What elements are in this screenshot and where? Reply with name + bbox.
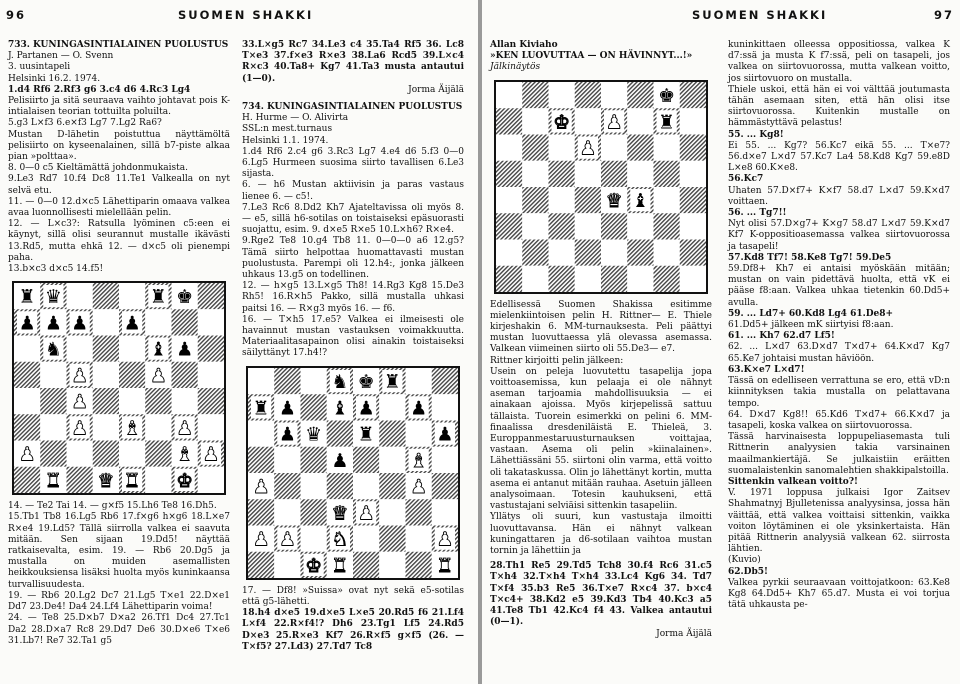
white-bishop-icon: ♝ [176, 443, 194, 466]
square-h8 [432, 368, 458, 394]
article-paragraph: 64. D×d7 Kg8!! 65.Kd6 T×d7+ 66.K×d7 ja tasapeli, koska valkea on siirtovuorossa. [728, 409, 950, 431]
square-g2 [406, 525, 432, 551]
square-f4 [145, 388, 171, 414]
chess-board-svg [496, 82, 706, 292]
square-a3 [496, 213, 522, 239]
black-rook-icon: ♜ [18, 286, 36, 309]
square-a1 [248, 551, 274, 577]
white-queen-icon: ♛ [331, 502, 349, 525]
square-d2 [575, 239, 601, 265]
square-h8 [680, 82, 706, 108]
white-knight-icon: ♞ [331, 528, 349, 551]
moves: 56. ... Tg7!! [728, 208, 787, 219]
white-pawn-icon: ♟ [71, 365, 89, 388]
black-pawn-icon: ♟ [357, 397, 375, 420]
square-c2 [549, 239, 575, 265]
square-c5 [301, 446, 327, 472]
square-d7 [575, 108, 601, 134]
square-a8 [496, 82, 522, 108]
square-d5 [93, 362, 119, 388]
white-king-icon: ♚ [305, 554, 323, 577]
black-bishop-icon: ♝ [149, 338, 167, 361]
square-a7 [496, 108, 522, 134]
annotation: 17. — Df8! »Suissa» ovat nyt sekä e5-sotilas että g5-lähetti. [242, 585, 464, 607]
black-pawn-icon: ♟ [18, 312, 36, 335]
article-paragraph: Tässä harvinaisesta loppupeliasemasta tuli Rittnerin analyysien takia varsinainen maailmankiertäjä. Se julkaistiin eräitten suomalaistenkin sanomalehtien shakkipalstoilla. [728, 432, 950, 476]
white-bishop-icon: ♝ [123, 417, 141, 440]
black-pawn-icon: ♟ [278, 397, 296, 420]
annotation: 7.Le3 Rc6 8.Dd2 Kh7 Ajateltavissa oli myös 8. — e5, sillä h6-sotilas on toistaiseksi epäsuorasti suojattu, esim. 9. d×e5 R×e5 10.L×h6? R×e4. [242, 202, 464, 236]
moves: 24. — Te8 25.D×b7 D×a2 26.Tf1 Dc4 27.Tc1 Da2 28.D×a7 Rc8 29.Dd7 De6 30.D×e6 T×e6 31.Lb7! Re7 32.Ta1 g5 [8, 613, 230, 646]
white-queen-icon: ♛ [97, 470, 115, 493]
article-paragraph: Rittner kirjoitti pelin jälkeen: [490, 355, 624, 366]
square-a8 [248, 368, 274, 394]
article-author: Allan Kiviaho [490, 40, 558, 50]
moves: 13.b×c3 d×c5 14.f5! [8, 264, 104, 275]
square-b4 [40, 388, 66, 414]
white-pawn-icon: ♟ [605, 110, 623, 133]
square-e4 [119, 388, 145, 414]
square-f5 [627, 160, 653, 186]
annotation: 9.Le3 Rd7 10.f4 Dc8 11.Te1 Valkealla on nyt selvä etu. [8, 174, 230, 196]
black-rook-icon: ♜ [357, 423, 375, 446]
square-d3 [575, 213, 601, 239]
square-c3 [549, 213, 575, 239]
white-rook-icon: ♜ [44, 470, 62, 493]
square-e5 [601, 160, 627, 186]
annotation: 11. — 0—0 12.d×c5 Lähettiparin omaava valkea avaa luonnollisesti mielellään pelin. [8, 196, 230, 219]
square-f1 [627, 265, 653, 291]
square-c7 [301, 394, 327, 420]
running-title: SUOMEN SHAKKI [178, 8, 314, 22]
square-b2 [522, 239, 548, 265]
article-title: »KEN LUOVUTTAA — ON HÄVINNYT...!» [490, 51, 693, 62]
square-f6 [379, 420, 405, 446]
square-h3 [198, 415, 224, 441]
black-pawn-icon: ♟ [331, 449, 349, 472]
square-a6 [248, 420, 274, 446]
square-b8 [274, 368, 300, 394]
article-paragraph: Thiele uskoi, että hän ei voi välttää joutumasta tähän asemaan siten, että hän olisi itse siirtovuorossa. Kuitenkin mustalle on hämmästyttävä pelastus! [728, 84, 950, 129]
square-h4 [198, 388, 224, 414]
black-king-icon: ♚ [176, 286, 194, 309]
chess-board-svg [14, 283, 224, 493]
square-d4 [93, 388, 119, 414]
square-d8 [575, 82, 601, 108]
square-b2 [40, 441, 66, 467]
moves: 18.h4 d×e5 19.d×e5 L×e5 20.Rd5 f6 21.Lf4 L×f4 22.R×f4!? Dh6 23.Tg1 Lf5 24.Rd5 D×e3 25.R×e3 Kf7 26.R×f5 g×f5 (26. — T×f5? 27.Ld3) 27.Td7 Tc8 [242, 608, 464, 652]
square-e2 [119, 441, 145, 467]
square-a5 [248, 446, 274, 472]
moves: 61. ... Kh7 62.d7 Lf5! [728, 331, 835, 342]
square-c1 [67, 467, 93, 493]
square-f7 [145, 310, 171, 336]
article-paragraph: Uhaten 57.D×f7+ K×f7 58.d7 L×d7 59.K×d7 voittaen. [728, 185, 950, 207]
square-a1 [496, 265, 522, 291]
article-paragraph: 62. ... L×d7 63.D×d7 T×d7+ 64.K×d7 Kg7 65.Ke7 johtaisi mustan häviöön. [728, 342, 950, 364]
square-e6 [601, 134, 627, 160]
black-rook-icon: ♜ [149, 286, 167, 309]
black-pawn-icon: ♟ [410, 397, 428, 420]
article-paragraph: Nyt olisi 57.D×g7+ K×g7 58.d7 L×d7 59.K×d7 Kf7 K-oppositioasemassa valkea siirtovuorossa ja tasapeli! [728, 219, 950, 252]
left-page [0, 0, 478, 684]
white-bishop-icon: ♝ [410, 449, 428, 472]
square-a6 [496, 134, 522, 160]
chess-diagram [246, 366, 460, 580]
square-f3 [379, 499, 405, 525]
square-a3 [248, 499, 274, 525]
square-h1 [680, 265, 706, 291]
square-h4 [680, 187, 706, 213]
article-paragraph: 59.Df8+ Kh7 ei antaisi myöskään mitään; mustan on vain pidettävä huolta, että vK ei pääse f8:aan. Valkea uhkaa tietenkin 60.Dd5+ avulla. [728, 264, 950, 308]
square-h3 [680, 213, 706, 239]
square-h7 [432, 394, 458, 420]
square-h1 [198, 467, 224, 493]
black-knight-icon: ♞ [331, 370, 349, 393]
square-f6 [627, 134, 653, 160]
square-e2 [601, 239, 627, 265]
square-g1 [654, 265, 680, 291]
square-c1 [549, 265, 575, 291]
article-paragraph: Yllätys oli suuri, kun vastustaja ilmoitti luovuttavansa. Hän ei nähnyt valkean kuningattaren ja d6-sotilaan vaihtoa mustan tornin ja lähettiin ja [490, 512, 712, 557]
square-g2 [654, 239, 680, 265]
square-f3 [145, 415, 171, 441]
square-d3 [93, 415, 119, 441]
white-pawn-icon: ♟ [71, 391, 89, 414]
square-f3 [627, 213, 653, 239]
black-king-icon: ♚ [357, 370, 375, 393]
white-pawn-icon: ♟ [252, 475, 270, 498]
white-pawn-icon: ♟ [579, 137, 597, 160]
square-c4 [549, 187, 575, 213]
square-g5 [654, 160, 680, 186]
white-pawn-icon: ♟ [149, 365, 167, 388]
players: J. Partanen — O. Svenn [8, 51, 114, 62]
chess-diagram [494, 80, 708, 294]
square-b4 [274, 473, 300, 499]
square-c2 [301, 525, 327, 551]
black-pawn-icon: ♟ [123, 312, 141, 335]
square-c5 [549, 160, 575, 186]
black-rook-icon: ♜ [383, 370, 401, 393]
moves: 28.Th1 Re5 29.Td5 Tch8 30.f4 Rc6 31.c5 T×h4 32.T×h4 T×h4 33.Lc4 Kg6 34. Td7 T×f4 35.b3 Re5 36.T×e7 R×c4 37. b×c4 T×c4+ 38.Kd2 e5 39.Kd3 Tb4 40.Kc3 a5 41.Te8 Tb1 42.Kc4 f4 43. Valkea antautui (0—1). [490, 561, 712, 628]
square-c8 [67, 283, 93, 309]
square-h8 [198, 283, 224, 309]
square-a3 [14, 415, 40, 441]
black-rook-icon: ♜ [658, 110, 676, 133]
right-page [482, 0, 960, 684]
square-e1 [353, 551, 379, 577]
square-b6 [522, 134, 548, 160]
square-f8 [627, 82, 653, 108]
square-f2 [145, 441, 171, 467]
moves: 5.g3 L×f3 6.e×f3 Lg7 7.Lg2 Ra6? [8, 118, 162, 129]
white-pawn-icon: ♟ [357, 502, 375, 525]
moves: 55. ... Kg8! [728, 129, 784, 140]
square-c3 [301, 499, 327, 525]
black-pawn-icon: ♟ [278, 423, 296, 446]
white-pawn-icon: ♟ [202, 443, 220, 466]
square-a2 [496, 239, 522, 265]
white-pawn-icon: ♟ [18, 443, 36, 466]
square-g3 [406, 499, 432, 525]
square-f5 [379, 446, 405, 472]
left-column [8, 40, 230, 647]
square-h5 [680, 160, 706, 186]
square-b5 [522, 160, 548, 186]
annotation: 12. — L×c3?: Ratsulla lyöminen c5:een ei käynyt, sillä olisi seurannut mustalle ikävästi 13.Rd5, mutta ehkä 12. — d×c5 oli pienempi paha. [8, 219, 230, 263]
square-a1 [14, 467, 40, 493]
moves: 1.d4 Rf6 2.Rf3 g6 3.c4 d6 4.Rc3 Lg4 [8, 84, 191, 95]
square-b3 [274, 499, 300, 525]
white-pawn-icon: ♟ [278, 528, 296, 551]
square-b1 [274, 551, 300, 577]
square-f1 [379, 551, 405, 577]
square-g6 [654, 134, 680, 160]
square-f2 [627, 239, 653, 265]
white-pawn-icon: ♟ [71, 417, 89, 440]
square-f7 [627, 108, 653, 134]
square-a5 [14, 362, 40, 388]
square-d5 [575, 160, 601, 186]
square-h7 [680, 108, 706, 134]
annotation: 12. — h×g5 13.L×g5 Th8! 14.Rg3 Kg8 15.De3 Rh5! 16.R×h5 Pakko, sillä mustalla uhkasi paitsi 16. — R×g3 myös 16. — f6. [242, 281, 464, 314]
annotation: 16. — T×h5 17.e5? Valkea ei ilmeisesti ole havainnut mustan vastauksen voimakkuutta. Materiaalitasapainon olisi ainakin toistaiseksi säilyttänyt 17.h4!? [242, 314, 464, 359]
square-g5 [172, 362, 198, 388]
square-d4 [327, 473, 353, 499]
square-b5 [274, 446, 300, 472]
venue-date: Helsinki 1.1. 1974. [242, 135, 329, 146]
white-rook-icon: ♜ [436, 554, 454, 577]
square-b5 [40, 362, 66, 388]
black-king-icon: ♚ [658, 84, 676, 107]
square-f1 [145, 467, 171, 493]
white-pawn-icon: ♟ [436, 528, 454, 551]
article-subtitle: Jälkinäytös [490, 62, 541, 73]
square-e1 [601, 265, 627, 291]
white-king-icon: ♚ [553, 110, 571, 133]
square-e5 [353, 446, 379, 472]
article-paragraph: (Kuvio) [728, 555, 761, 566]
moves: 56.Kc7 [728, 174, 764, 185]
square-g1 [406, 551, 432, 577]
annotation: 15.Tb1 Tb8 16.Lg5 Rb6 17.f×g6 h×g6 18.L×e7 R×e4 19.Ld5? Tällä siirrolla valkea ei saavuta mitään. Sen sijaan 19.Dd5! näyttää ratkaisevalta, esim. 19. — Rb6 20.Dg5 ja mustalla on muiden asemallisten heikkouksiensa lisäksi huolta myös kuninkaansa turvallisuudesta. [8, 512, 230, 590]
square-c8 [549, 82, 575, 108]
article-paragraph: Valkea pyrkii seuraavaan voittojatkoon: 63.Ke8 Kg8 64.Dd5+ Kh7 65.d7. Musta ei voi torjua tätä uhkausta pe- [728, 577, 950, 611]
square-e3 [601, 213, 627, 239]
square-d8 [93, 283, 119, 309]
square-b3 [522, 213, 548, 239]
white-queen-icon: ♛ [605, 189, 623, 212]
middle-column [242, 40, 464, 653]
square-d7 [93, 310, 119, 336]
annotation: 9.Rge2 Te8 10.g4 Tb8 11. 0—0—0 a6 12.g5? Tämä siirto helpottaa huomattavasti mustan puolustusta. Parempi oli 12.h4:, jonka jälkeen uhkaus 13.g5 on todellinen. [242, 236, 464, 281]
square-c4 [301, 473, 327, 499]
square-e4 [353, 473, 379, 499]
round: 3. uusintapeli [8, 62, 71, 73]
square-d6 [327, 420, 353, 446]
section-heading: Sittenkin valkean voitto?! [728, 476, 858, 487]
white-king-icon: ♚ [176, 470, 194, 493]
article-paragraph: 61.Dd5+ jälkeen mK siirtyisi f8:aan. [728, 320, 894, 331]
page-number: 97 [934, 8, 955, 22]
square-f4 [379, 473, 405, 499]
annotation: 14. — Te2 Tai 14. — g×f5 15.Lh6 Te8 16.Dh5. [8, 501, 217, 512]
square-h6 [680, 134, 706, 160]
moves: 33.L×g5 Rc7 34.Le3 c4 35.Ta4 Rf5 36. Lc8 T×e3 37.f×e3 R×e3 38.La6 Rcd5 39.L×c4 R×c3 40.Ta8+ Kg7 41.Ta3 musta antautui (1—0). [242, 40, 464, 84]
annotation: Pelisiirto ja sitä seuraava vaihto johtavat pois K-intialaisen teorian tottuilta poluilta. [8, 96, 230, 118]
annotation: 19. — Rb6 20.Lg2 Dc7 21.Lg5 T×e1 22.D×e1 Dd7 23.De4! Da4 24.Lf4 Lähettiparin voima! [8, 590, 230, 613]
square-b1 [522, 265, 548, 291]
square-a4 [14, 388, 40, 414]
black-pawn-icon: ♟ [176, 338, 194, 361]
square-g8 [406, 368, 432, 394]
moves: 63.K×e7 L×d7! [728, 364, 805, 375]
square-d6 [93, 336, 119, 362]
square-g3 [654, 213, 680, 239]
square-g4 [654, 187, 680, 213]
square-d1 [575, 265, 601, 291]
square-h5 [432, 446, 458, 472]
square-e2 [353, 525, 379, 551]
square-d4 [575, 187, 601, 213]
square-e8 [119, 283, 145, 309]
left-page-header [0, 8, 478, 24]
game-heading: 733. KUNINGASINTIALAINEN PUOLUSTUS [8, 40, 229, 50]
square-b7 [522, 108, 548, 134]
square-b4 [522, 187, 548, 213]
chess-board-svg [248, 368, 458, 578]
black-pawn-icon: ♟ [44, 312, 62, 335]
square-h4 [432, 473, 458, 499]
black-pawn-icon: ♟ [436, 423, 454, 446]
venue-date: Helsinki 16.2. 1974. [8, 73, 101, 84]
chess-diagram [12, 281, 226, 495]
article-paragraph: kuninkittaen olleessa oppositiossa, valkea K d7:ssä ja musta K f7:ssä, peli on tasapeli, jos valkea on siirtovuorossa, mutta valkean voitto, jos siirtovuoro on mustalla. [728, 40, 950, 84]
players: H. Hurme — O. Alivirta [242, 113, 349, 124]
running-title: SUOMEN SHAKKI [692, 8, 828, 22]
square-h7 [198, 310, 224, 336]
right-page-header [482, 8, 960, 24]
white-pawn-icon: ♟ [176, 417, 194, 440]
square-a5 [496, 160, 522, 186]
article-paragraph: Tässä on edelliseen verrattuna se ero, että vD:n kiinnityksen takia mustalla on pelattavana tempo. [728, 376, 950, 409]
square-h2 [680, 239, 706, 265]
annotation: 1.d4 Rf6 2.c4 g6 3.Rc3 Lg7 4.e4 d6 5.f3 0—0 6.Lg5 Hurmeen suosima siirto tavallisen 6.Le3 sijasta. [242, 146, 464, 180]
black-bishop-icon: ♝ [331, 397, 349, 420]
article-paragraph: Edellisessä Suomen Shakissa esitimme mielenkiintoisen pelin H. Rittner— E. Thiele kirjeshakin 6. MM-turnauksesta. Peli päättyi mustan luovuttaessa ylä olevassa asemassa. Valkean viimeinen siirto oli 55.De3— e7. [490, 299, 712, 355]
black-queen-icon: ♛ [44, 286, 62, 309]
square-c6 [67, 336, 93, 362]
square-h3 [432, 499, 458, 525]
moves: 57.Kd8 Tf7! 58.Ke8 Tg7! 59.De5 [728, 252, 892, 263]
square-f7 [379, 394, 405, 420]
square-h6 [198, 336, 224, 362]
black-knight-icon: ♞ [44, 338, 62, 361]
game-heading: 734. KUNINGASINTIALAINEN PUOLUSTUS [242, 102, 463, 113]
white-rook-icon: ♜ [123, 470, 141, 493]
article-paragraph: Ei 55. ... Kg7? 56.Kc7 eikä 55. ... T×e7? 56.d×e7 L×d7 57.Kc7 La4 58.Kd8 Kg7 59.e8D L×e8 60.K×e8. [728, 140, 950, 174]
square-a6 [14, 336, 40, 362]
square-g7 [172, 310, 198, 336]
annotation: Mustan D-lähetin poistuttua näyttämöltä pelisiirto on kyseenalainen, sillä b7-piste alkaa pian »polttaa». [8, 129, 230, 163]
tournament: SSL:n mest.turnaus [242, 124, 333, 135]
square-h5 [198, 362, 224, 388]
moves: 62.Db5! [728, 566, 768, 577]
square-c8 [301, 368, 327, 394]
black-rook-icon: ♜ [252, 397, 270, 420]
square-g6 [406, 420, 432, 446]
right-left-column [490, 40, 712, 640]
author-signature: Jorma Äijälä [408, 84, 464, 95]
black-pawn-icon: ♟ [71, 312, 89, 335]
square-g4 [172, 388, 198, 414]
square-a4 [496, 187, 522, 213]
white-pawn-icon: ♟ [252, 528, 270, 551]
square-e5 [119, 362, 145, 388]
author-signature: Jorma Äijälä [656, 628, 712, 639]
square-f2 [379, 525, 405, 551]
white-pawn-icon: ♟ [410, 475, 428, 498]
article-paragraph: V. 1971 loppusa julkaisi Igor Zaitsev Shahmatnyj Bjulletenissa analyysinsa, jossa hän väittää, että valkea voittaisi sittenkin, vaikka voiton löytäminen ei ole yksinkertaista. Hän pitää Rittnerin analyysiä valkean 62. siirrosta lähtien. [728, 488, 950, 555]
page-number: 96 [6, 8, 27, 22]
square-c6 [549, 134, 575, 160]
square-e8 [601, 82, 627, 108]
black-bishop-icon: ♝ [631, 189, 649, 212]
square-d2 [93, 441, 119, 467]
square-b3 [40, 415, 66, 441]
white-rook-icon: ♜ [331, 554, 349, 577]
square-c2 [67, 441, 93, 467]
article-paragraph: Usein on peleja luovutettu tasapelija jopa voittoasemissa, kun pelaaja ei ole nähnyt aseman tarjoamia mahdollisuuksia — ei ainakaan ajoissa. Myös kirjepelissä sattuu tällaista. Tuorein esimerkki on pelini 6. MM-finaalissa dresdeniläistä E. Thieleä, 3. Europpanmestaruusturnauksen voittajaa, vastaan. Asema oli pelin »kiinalainen». Lähettiässäni 55. siirtoni olin varma, että voitto oli takataskussa. Olin jo lähettänyt kortin, mutta asema ei antanut mitään rauhaa. Asetuin jälleen analysoimaan. Totesin kauhukseni, että vastustajani selviäisi sittenkin tasapeliin. [490, 366, 712, 512]
annotation: 6. — h6 Mustan aktiivisin ja paras vastaus lienee 6. — c5!. [242, 180, 464, 202]
moves: 59. ... Ld7+ 60.Kd8 Lg4 61.De8+ [728, 308, 894, 319]
annotation: 8. 0—0 c5 Kieltämättä johdonmukaista. [8, 163, 189, 174]
black-queen-icon: ♛ [305, 423, 323, 446]
square-e6 [119, 336, 145, 362]
right-right-column [728, 40, 950, 611]
square-b8 [522, 82, 548, 108]
